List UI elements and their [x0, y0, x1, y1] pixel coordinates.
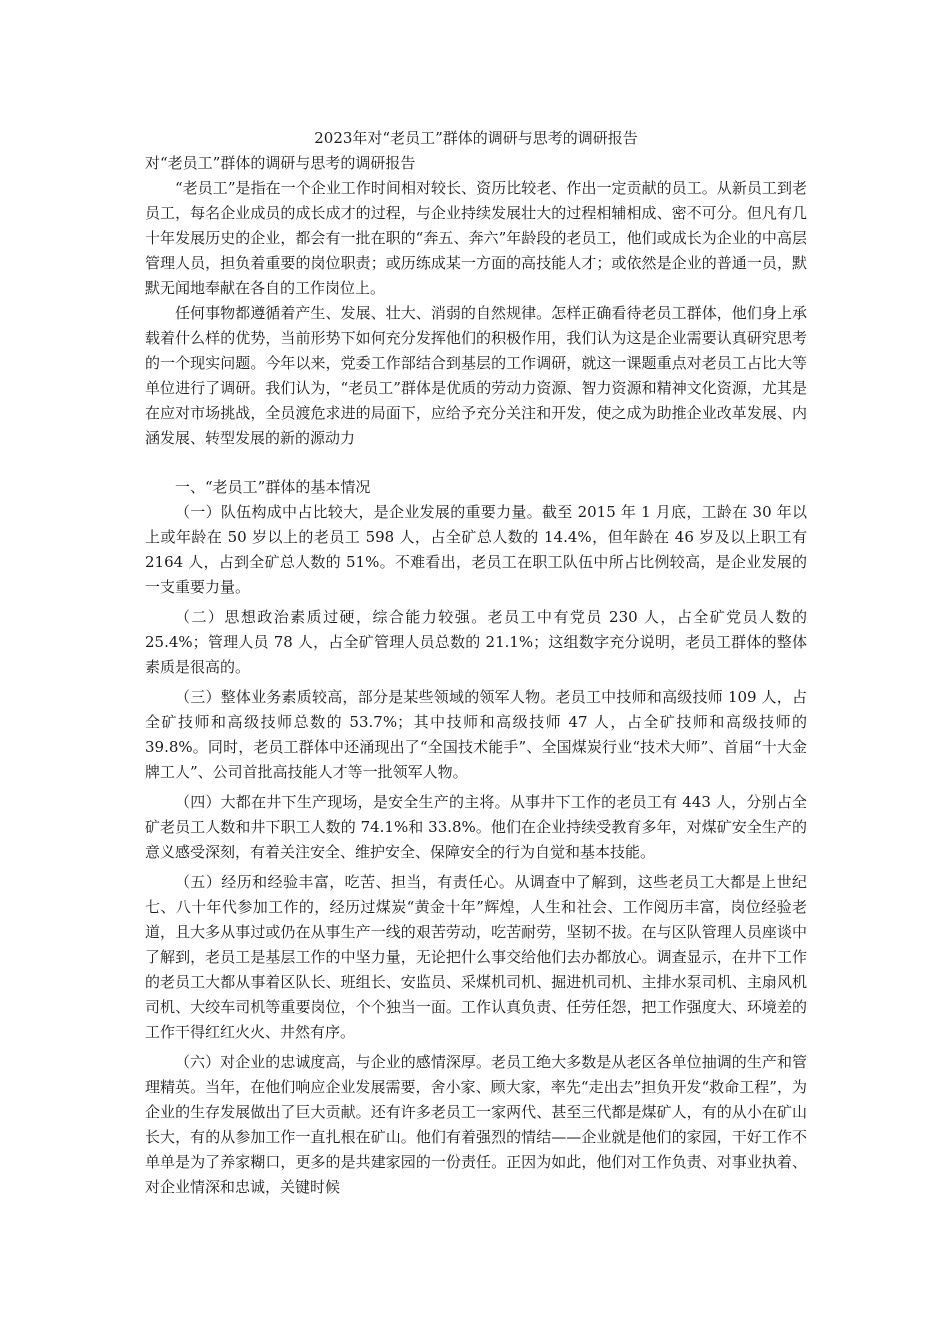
- section-item-5: （五）经历和经验丰富，吃苦、担当，有责任心。从调查中了解到，这些老员工大都是上世纪七、八十年代参加工作的，经历过煤炭“黄金十年”辉煌，人生和社会、工作阅历丰富，岗位经验老道，且大多从事过或仍在从事生产一线的艰苦劳动，吃苦耐劳，坚韧不拔。在与区队管理人员座谈中了解到，老员工是基层工作的中坚力量，无论把什么事交给他们去办都放心。调查显示，在井下工作的老员工大都从事着区队长、班组长、安监员、采煤机司机、掘进机司机、主排水泵司机、主扇风机司机、大绞车司机等重要岗位，个个独当一面。工作认真负责、任劳任怨，把工作强度大、环境差的工作干得红红火火、井然有序。: [145, 873, 807, 1041]
- section-spacer: [145, 451, 807, 475]
- section-heading: 一、“老员工”群体的基本情况: [175, 478, 371, 496]
- intro-paragraph-2: 任何事物都遵循着产生、发展、壮大、消弱的自然规律。怎样正确看待老员工群体，他们身上承载着什么样的优势，当前形势下如何充分发挥他们的积极作用，我们认为这是企业需要认真研究思考的一个现实问题。今年以来，党委工作部结合到基层的工作调研，就这一课题重点对老员工占比大等单位进行了调研。我们认为，“老员工”群体是优质的劳动力资源、智力资源和精神文化资源，尤其是在应对市场挑战，全员渡危求进的局面下，应给予充分关注和开发，使之成为助推企业改革发展、内涵发展、转型发展的新的源动力: [145, 304, 807, 447]
- section-item-4: （四）大都在井下生产现场，是安全生产的主将。从事井下工作的老员工有 443 人，分别占全矿老员工人数和井下职工人数的 74.1%和 33.8%。他们在企业持续受教育多年，对煤矿安全生产的意义感受深刻，有着关注安全、维护安全、保障安全的行为自觉和基本技能。: [145, 793, 807, 861]
- section-item-1: （一）队伍构成中占比较大，是企业发展的重要力量。截至 2015 年 1 月底，工龄在 30 年以上或年龄在 50 岁以上的老员工 598 人，占全矿总人数的 14.4%，但年龄在 46 岁及以上职工有 2164 人，占到全矿总人数的 51%。不难看出，老员工在职工队伍中所占比例较高，是企业发展的一支重要力量。: [145, 503, 807, 596]
- section-item-2: （二）思想政治素质过硬，综合能力较强。老员工中有党员 230 人，占全矿党员人数的 25.4%；管理人员 78 人，占全矿管理人员总数的 21.1%；这组数字充分说明，老员工群体的整体素质是很高的。: [145, 608, 807, 676]
- document-title: 2023年对“老员工”群体的调研与思考的调研报告: [314, 129, 638, 147]
- intro-paragraph-1: “老员工”是指在一个企业工作时间相对较长、资历比较老、作出一定贡献的员工。从新员工到老员工，每名企业成员的成长成才的过程，与企业持续发展壮大的过程相辅相成、密不可分。但凡有几十年发展历史的企业，都会有一批在职的“奔五、奔六”年龄段的老员工，他们或成长为企业的中高层管理人员，担负着重要的岗位职责；或历练成某一方面的高技能人才；或依然是企业的普通一员，默默无闻地奉献在各自的工作岗位上。: [145, 179, 807, 297]
- section-item-6: （六）对企业的忠诚度高，与企业的感情深厚。老员工绝大多数是从老区各单位抽调的生产和管理精英。当年，在他们响应企业发展需要，舍小家、顾大家，率先“走出去”担负开发“救命工程”，为企业的生存发展做出了巨大贡献。还有许多老员工一家两代、甚至三代都是煤矿人，有的从小在矿山长大，有的从参加工作一直扎根在矿山。他们有着强烈的情结——企业就是他们的家园，干好工作不单单是为了养家糊口，更多的是共建家园的一份责任。正因为如此，他们对工作负责、对事业执着、对企业情深和忠诚，关键时候: [145, 1053, 807, 1196]
- section-item-3: （三）整体业务素质较高，部分是某些领域的领军人物。老员工中技师和高级技师 109 人，占全矿技师和高级技师总数的 53.7%；其中技师和高级技师 47 人，占全矿技师和高级技师的 39.8%。同时，老员工群体中还涌现出了“全国技术能手”、全国煤炭行业“技术大师”、首届“十大金牌工人”、公司首批高技能人才等一批领军人物。: [145, 688, 807, 781]
- document-subtitle: 对“老员工”群体的调研与思考的调研报告: [145, 154, 416, 172]
- document-page: [145, 126, 807, 1205]
